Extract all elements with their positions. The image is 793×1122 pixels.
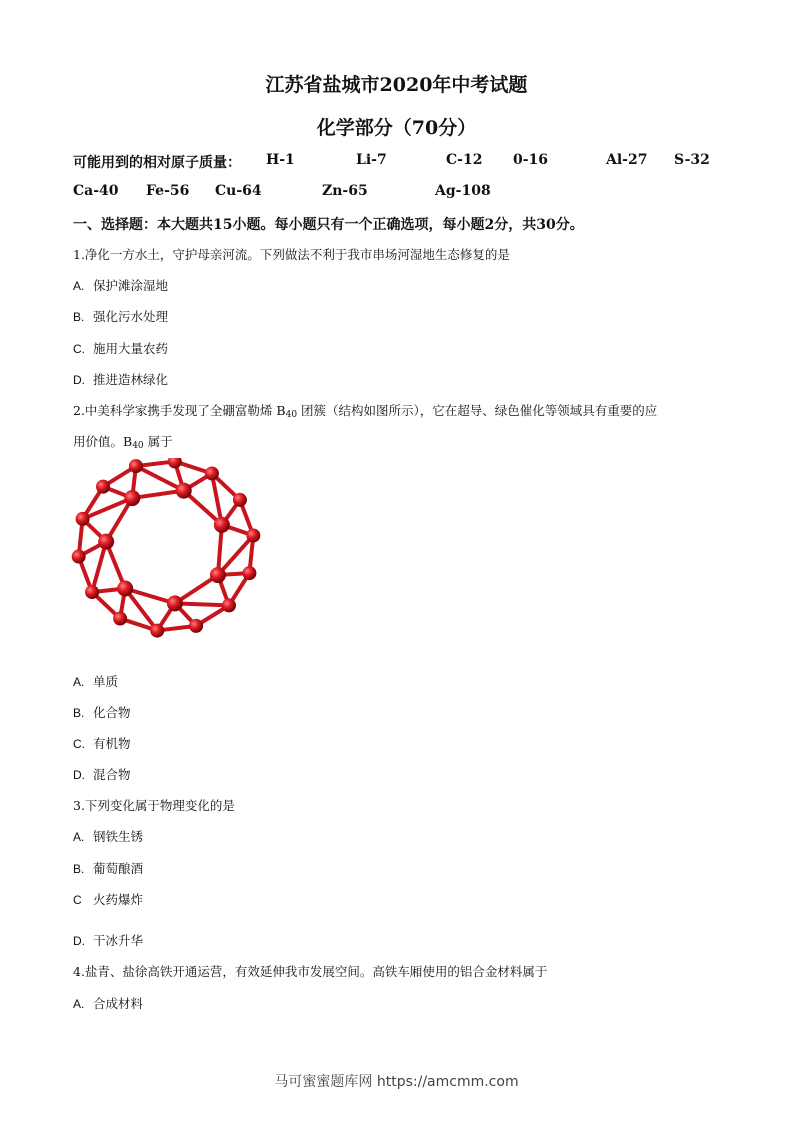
atom <box>117 580 133 596</box>
atomic-mass-label: 可能用到的相对原子质量： <box>73 155 241 171</box>
atom <box>168 458 182 468</box>
atom <box>214 517 230 533</box>
q2-stem-line2: 用价值。$B_{40}$ 属于 <box>73 434 173 451</box>
q1-stem: 1.净化一方水土，守护母亲河流。下列做法不利于我市串场河湿地生态修复的是 <box>73 247 510 262</box>
q1-option-a: A. 保护滩涂湿地 <box>73 278 169 293</box>
atom <box>96 480 110 494</box>
q2-option-a: A. 单质 <box>73 674 119 689</box>
atom <box>176 483 192 499</box>
atomic-mass-fe: Fe-56 <box>146 183 190 199</box>
atomic-mass-h: H-1 <box>266 152 295 168</box>
q3-option-d: D. 干冰升华 <box>73 933 144 948</box>
atom <box>167 595 183 611</box>
atom <box>210 567 226 583</box>
q1-option-c: C. 施用大量农药 <box>73 341 169 356</box>
q2-option-d: D. 混合物 <box>73 767 131 782</box>
b40-cluster-structure-icon <box>68 458 268 658</box>
q1-option-b: B. 强化污水处理 <box>73 309 169 324</box>
q4-option-a: A. 合成材料 <box>73 996 144 1011</box>
atom <box>72 550 86 564</box>
atomic-mass-o: 0-16 <box>513 152 549 168</box>
q2-option-b: B. 化合物 <box>73 705 131 720</box>
atom <box>242 566 256 580</box>
atomic-mass-cu: Cu-64 <box>215 183 262 199</box>
section-heading: 一、选择题：本大题共15小题。每小题只有一个正确选项，每小题2分，共30分。 <box>73 217 584 233</box>
bond <box>175 603 229 605</box>
atomic-mass-li: Li-7 <box>356 152 387 168</box>
q3-option-b: B. 葡萄酿酒 <box>73 861 144 876</box>
atomic-mass-al: Al-27 <box>606 152 648 168</box>
atom <box>98 534 114 550</box>
q3-option-a: A. 钢铁生锈 <box>73 829 144 844</box>
q3-stem: 3.下列变化属于物理变化的是 <box>73 798 235 813</box>
atom <box>76 512 90 526</box>
atom <box>189 619 203 633</box>
atom <box>205 466 219 480</box>
q1-option-d: D. 推进造林绿化 <box>73 372 169 387</box>
q3-option-c: C 火药爆炸 <box>73 892 144 907</box>
atom <box>85 585 99 599</box>
atomic-mass-zn: Zn-65 <box>322 183 368 199</box>
atom <box>150 624 164 638</box>
atom <box>129 459 143 473</box>
atom <box>124 490 140 506</box>
atomic-mass-c: C-12 <box>446 152 483 168</box>
page-subtitle: 化学部分（70分） <box>316 117 477 139</box>
atom <box>246 528 260 542</box>
footer-watermark: 马可蜜蜜题库网 https://amcmm.com <box>274 1074 519 1090</box>
atom <box>222 598 236 612</box>
atom <box>113 612 127 626</box>
q2-stem-line1: 2.中美科学家携手发现了全硼富勒烯 $B_{40}$ 团簇（结构如图所示），它在超导、绿色催化等领域具有重要的应 <box>73 403 658 420</box>
atomic-mass-ca: Ca-40 <box>73 183 119 199</box>
page-title: 江苏省盐城市2020年中考试题 <box>265 74 528 96</box>
atom <box>233 493 247 507</box>
atomic-mass-ag: Ag-108 <box>435 183 491 199</box>
q2-option-c: C. 有机物 <box>73 736 131 751</box>
atomic-mass-s: S-32 <box>674 152 710 168</box>
q4-stem: 4.盐青、盐徐高铁开通运营，有效延伸我市发展空间。高铁车厢使用的铝合金材料属于 <box>73 964 548 979</box>
